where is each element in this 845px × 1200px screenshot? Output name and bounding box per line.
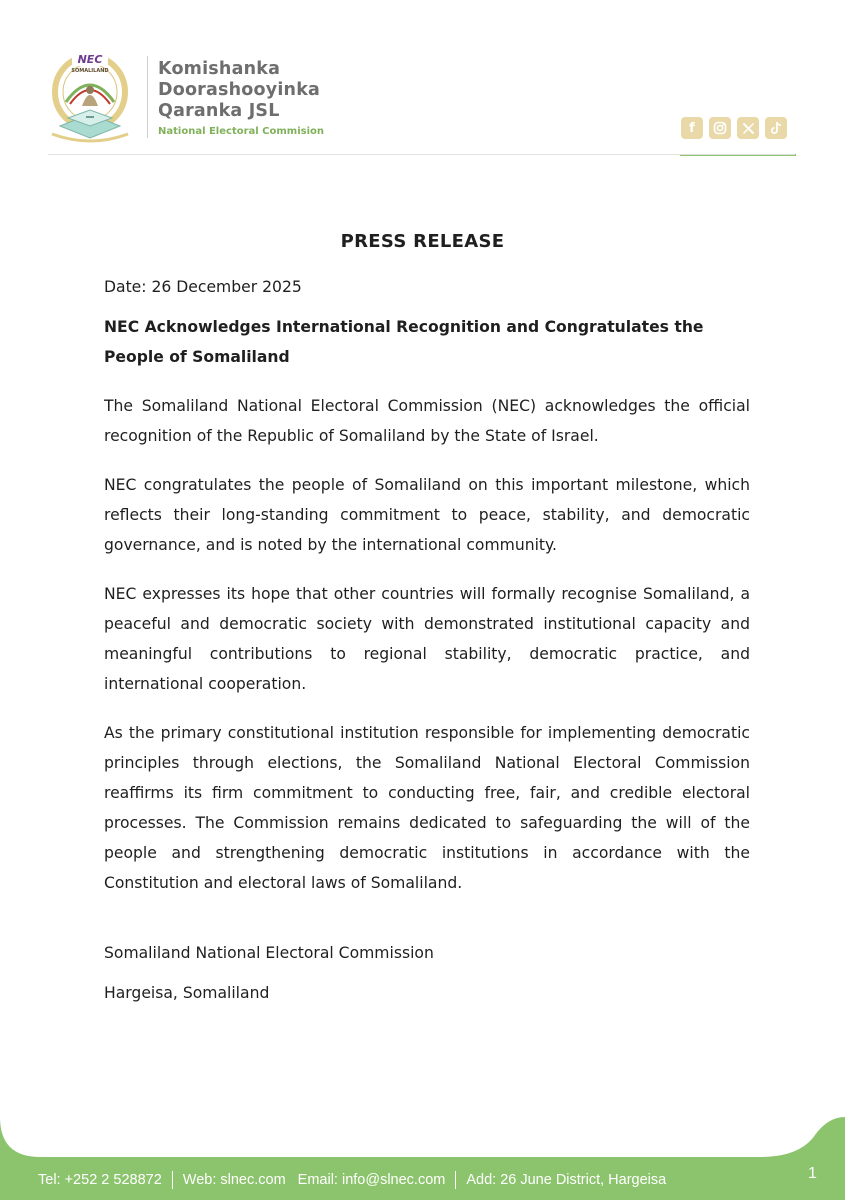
footer-separator bbox=[172, 1171, 173, 1189]
x-icon[interactable] bbox=[737, 117, 759, 139]
org-name-line2: Doorashooyinka bbox=[158, 80, 321, 100]
paragraph: NEC expresses its hope that other countries will formally recognise Somaliland, a peaceful and democratic society with demonstrated institutional capacity and meaningful contributions to regional stability, democratic practice, and international cooperation. bbox=[104, 585, 750, 693]
logo-ring-text: SOMALILAND bbox=[71, 68, 109, 74]
signature-organization: Somaliland National Electoral Commission bbox=[104, 944, 434, 962]
document-body bbox=[104, 272, 750, 1008]
page-number: 1 bbox=[808, 1165, 817, 1182]
footer-web[interactable]: Web: slnec.com bbox=[182, 1172, 286, 1188]
header-divider bbox=[147, 56, 148, 138]
footer-separator bbox=[455, 1171, 456, 1189]
org-name-line3: Qaranka JSL bbox=[158, 101, 280, 121]
footer-email[interactable]: Email: info@slnec.com bbox=[297, 1172, 446, 1188]
paragraph: As the primary constitutional institution responsible for implementing democratic principles through elections, the Somaliland National Electoral Commission reaffirms its firm commitment to conducting free, fair, and credible electoral processes. The Commission remains dedicated to safeguarding the will of the people and strengthening democratic institutions in accordance with the Constitution and electoral laws of Somaliland. bbox=[104, 724, 750, 892]
document-title: PRESS RELEASE bbox=[340, 231, 505, 252]
instagram-icon[interactable] bbox=[709, 117, 731, 139]
tiktok-icon[interactable] bbox=[765, 117, 787, 139]
logo-nec-text: NEC bbox=[77, 53, 103, 66]
footer-address: Add: 26 June District, Hargeisa bbox=[466, 1172, 667, 1188]
nec-logo bbox=[42, 48, 138, 148]
footer-contact bbox=[38, 1171, 666, 1189]
organization-name bbox=[158, 59, 324, 137]
header-rule bbox=[48, 154, 795, 155]
paragraph: The Somaliland National Electoral Commission (NEC) acknowledges the official recognition of the Republic of Somaliland by the State of Israel. bbox=[104, 397, 750, 445]
signature-place: Hargeisa, Somaliland bbox=[104, 984, 270, 1002]
org-name-line1: Komishanka bbox=[158, 59, 281, 79]
release-headline: NEC Acknowledges International Recognition and Congratulates the People of Somaliland bbox=[104, 318, 704, 366]
org-subtitle: National Electoral Commision bbox=[158, 126, 325, 137]
footer-tel: Tel: +252 2 528872 bbox=[38, 1172, 162, 1188]
social-icons bbox=[681, 117, 787, 139]
facebook-icon[interactable]: f bbox=[681, 117, 703, 139]
release-date: Date: 26 December 2025 bbox=[104, 278, 302, 296]
paragraph: NEC congratulates the people of Somaliland on this important milestone, which reflects their long-standing commitment to peace, stability, and democratic governance, and is noted by the international community. bbox=[104, 476, 750, 554]
